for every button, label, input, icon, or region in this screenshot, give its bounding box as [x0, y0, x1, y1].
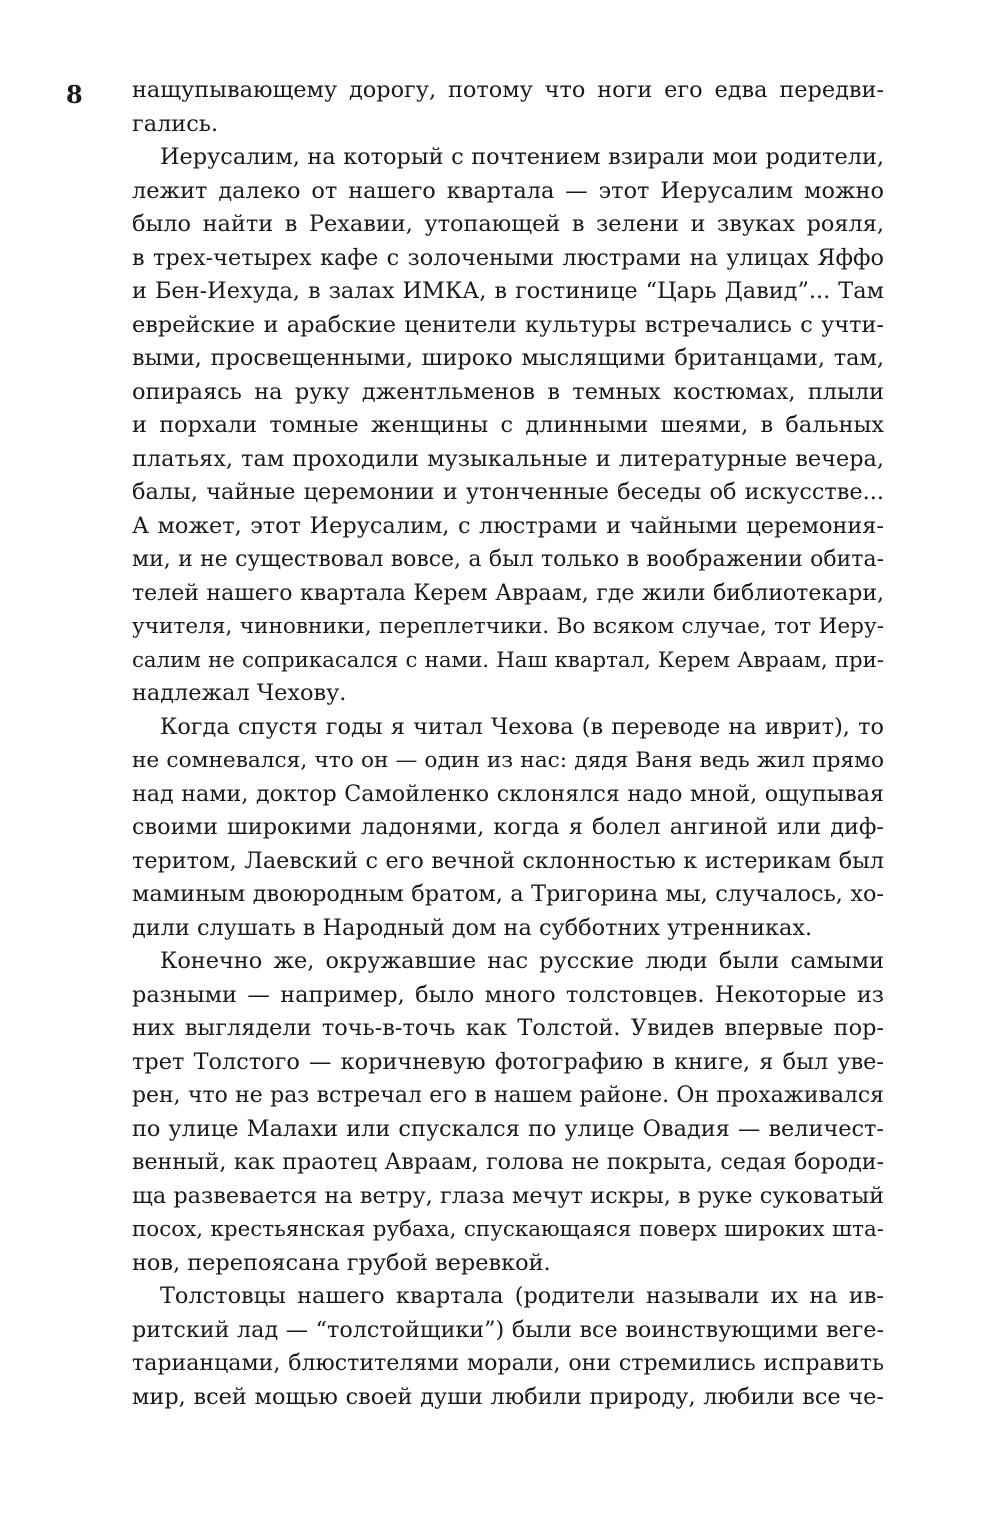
text-line: ми, и не существовал вовсе, а был только в воображении обита- [132, 547, 884, 572]
text-line: в трех-четырех кафе с золочеными люстрами на улицах Яффо [132, 244, 884, 271]
text-line: телей нашего квартала Керем Авраам, где жили библиотекари, [132, 580, 884, 606]
text-line: по улице Малахи или спускался по улице Овадия — величест- [132, 1115, 884, 1142]
text-line: опираясь на руку джентльменов в темных костюмах, плыли [132, 378, 884, 405]
text-line: нащупывающему дорогу, потому что ноги его едва передви- [132, 77, 884, 103]
text-line: ща развевается на ветру, глаза мечут искры, в руке суковатый [132, 1182, 884, 1209]
text-line: Иерусалим, на который с почтением взирали мои родители, [160, 144, 884, 170]
text-line: салим не соприкасался с нами. Наш квартал, Керем Авраам, при- [132, 647, 884, 673]
text-line: лежит далеко от нашего квартала — этот Иерусалим можно [132, 177, 884, 204]
text-line: трет Толстого — коричневую фотографию в книге, я был уве- [132, 1048, 884, 1075]
text-line: Когда спустя годы я читал Чехова (в переводе на иврит), то [160, 713, 884, 740]
text-line: нов, перепоясана грубой веревкой. [132, 1249, 551, 1276]
text-line: выми, просвещенными, широко мыслящими британцами, там, [132, 345, 884, 371]
text-line: маминым двоюродным братом, а Тригорина мы, случалось, хо- [132, 881, 884, 907]
text-line: мир, всей мощью своей души любили природу, любили все че- [132, 1383, 884, 1410]
text-line: Толстовцы нашего квартала (родители называли их на ив- [160, 1283, 884, 1309]
text-line: надлежал Чехову. [132, 680, 347, 706]
text-line: балы, чайные церемонии и утонченные беседы об искусстве... [132, 479, 884, 505]
text-line: А может, этот Иерусалим, с люстрами и чайными церемония- [132, 512, 884, 539]
body-text [132, 74, 884, 1414]
text-line: ритский лад — “толстойщики”) были все воинствующими веге- [132, 1316, 884, 1343]
page-number: 8 [66, 80, 83, 109]
text-line: было найти в Рехавии, утопающей в зелени и звуках рояля, [132, 211, 884, 237]
text-line: и порхали томные женщины с длинными шеями, в бальных [132, 412, 884, 438]
text-line: над нами, доктор Самойленко склонялся надо мной, ощупывая [132, 780, 884, 807]
text-line: еврейские и арабские ценители культуры встречались с учти- [132, 311, 884, 338]
text-line: учителя, чиновники, переплетчики. Во всяком случае, тот Иеру- [132, 614, 884, 639]
text-line: Конечно же, окружавшие нас русские люди были самыми [160, 948, 884, 974]
text-line: венный, как праотец Авраам, голова не покрыта, седая бороди- [132, 1149, 884, 1175]
text-line: дили слушать в Народный дом на субботних утренниках. [132, 914, 813, 941]
text-line: теритом, Лаевский с его вечной склонностью к истерикам был [132, 847, 884, 874]
text-line: разными — например, было много толстовцев. Некоторые из [132, 981, 884, 1008]
text-line: гались. [132, 110, 219, 137]
text-line: тарианцами, блюстителями морали, они стремились исправить [132, 1350, 884, 1376]
text-line: не сомневался, что он — один из нас: дядя Ваня ведь жил прямо [132, 748, 884, 773]
text-line: рен, что не раз встречал его в нашем районе. Он прохаживался [132, 1083, 884, 1108]
text-line: них выглядели точь-в-точь как Толстой. Увидев впервые пор- [132, 1015, 884, 1041]
text-line: платьях, там проходили музыкальные и литературные вечера, [132, 445, 884, 472]
text-line: и Бен-Иехуда, в залах ИМКА, в гостинице “Царь Давид”... Там [132, 278, 884, 304]
text-line: своими широкими ладонями, когда я болел ангиной или диф- [132, 814, 884, 840]
text-line: посох, крестьянская рубаха, спускающаяся поверх широких шта- [132, 1217, 884, 1242]
